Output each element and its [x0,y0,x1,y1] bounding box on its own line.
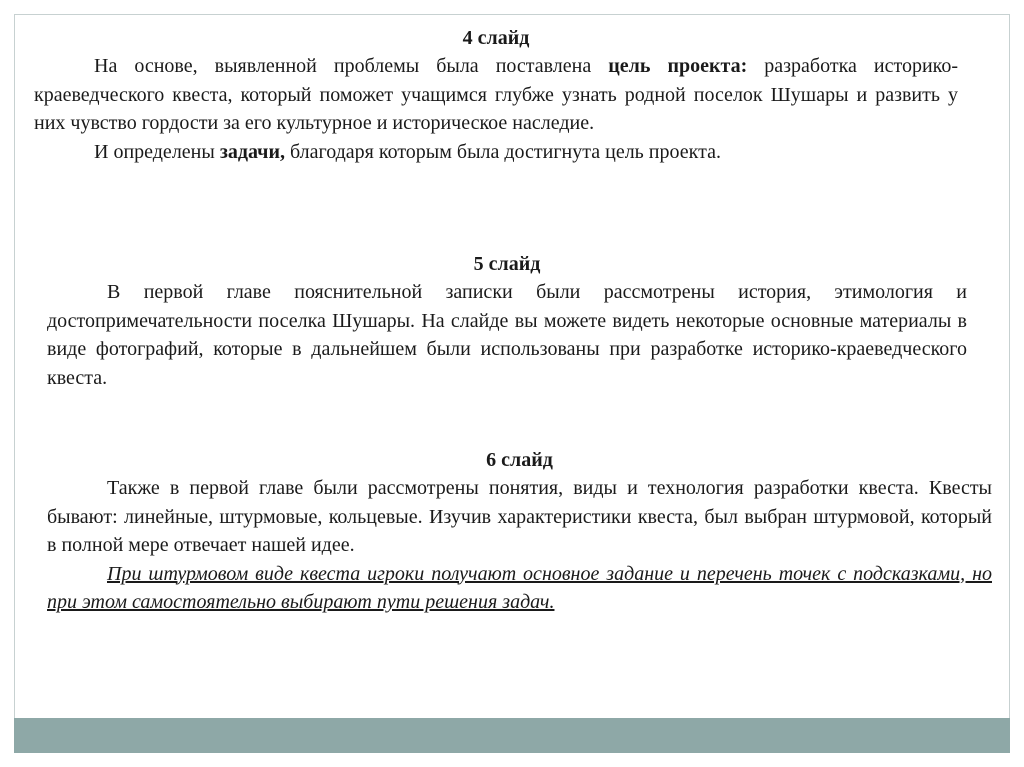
slide-4-p2-text: И определены [94,140,220,163]
slide-6-title: 6 слайд [486,449,553,471]
frame-left-border [14,14,15,718]
slide-5-title: 5 слайд [473,253,541,275]
slide-4-title: 4 слайд [462,27,530,49]
slide-4-p2-bold: задачи, [219,140,285,163]
slide-4-p1-text-rest: разработка историко-краеведческого квеста, который поможет учащимся глубже узнать родной поселок Шушары и развить у них чувство гордости за его культурное и историческое наследие. [34,55,959,134]
slide-6-paragraph-2: При штурмовом виде квеста игроки получают основное задание и перечень точек с подсказками, но при этом самостоятельно выбирают пути решения задач. [47,562,992,613]
slide-4-p1-bold: цель проекта: [608,55,748,77]
slide-4-p2-text-rest: благодаря которым была достигнута цель проекта. [284,140,721,163]
footer-bar [14,718,1010,753]
slide-6-paragraph-1: Также в первой главе были рассмотрены понятия, виды и технология разработки квеста. Квесты бывают: линейные, штурмовые, кольцевые. Изучив характеристики квеста, был выбран штурмовой, который в полной мере отвечает нашей идее. [47,477,992,556]
slide-5-paragraph-1: В первой главе пояснительной записки были рассмотрены история, этимология и достопримечательности поселка Шушары. На слайде вы можете видеть некоторые основные материалы в виде фотографий, которые в дальнейшем были использованы при разработке историко-краеведческого квеста. [47,281,967,389]
slide-4-paragraph-2 [34,138,958,167]
frame-top-border [14,14,1010,15]
section-slide-6 [47,446,992,617]
section-slide-5 [47,250,967,392]
frame-right-border [1009,14,1010,718]
slide-4-p1-text: На основе, выявленной проблемы была поставлена [94,55,609,77]
section-slide-4 [34,24,958,166]
slide-4-paragraph-1 [34,52,958,138]
